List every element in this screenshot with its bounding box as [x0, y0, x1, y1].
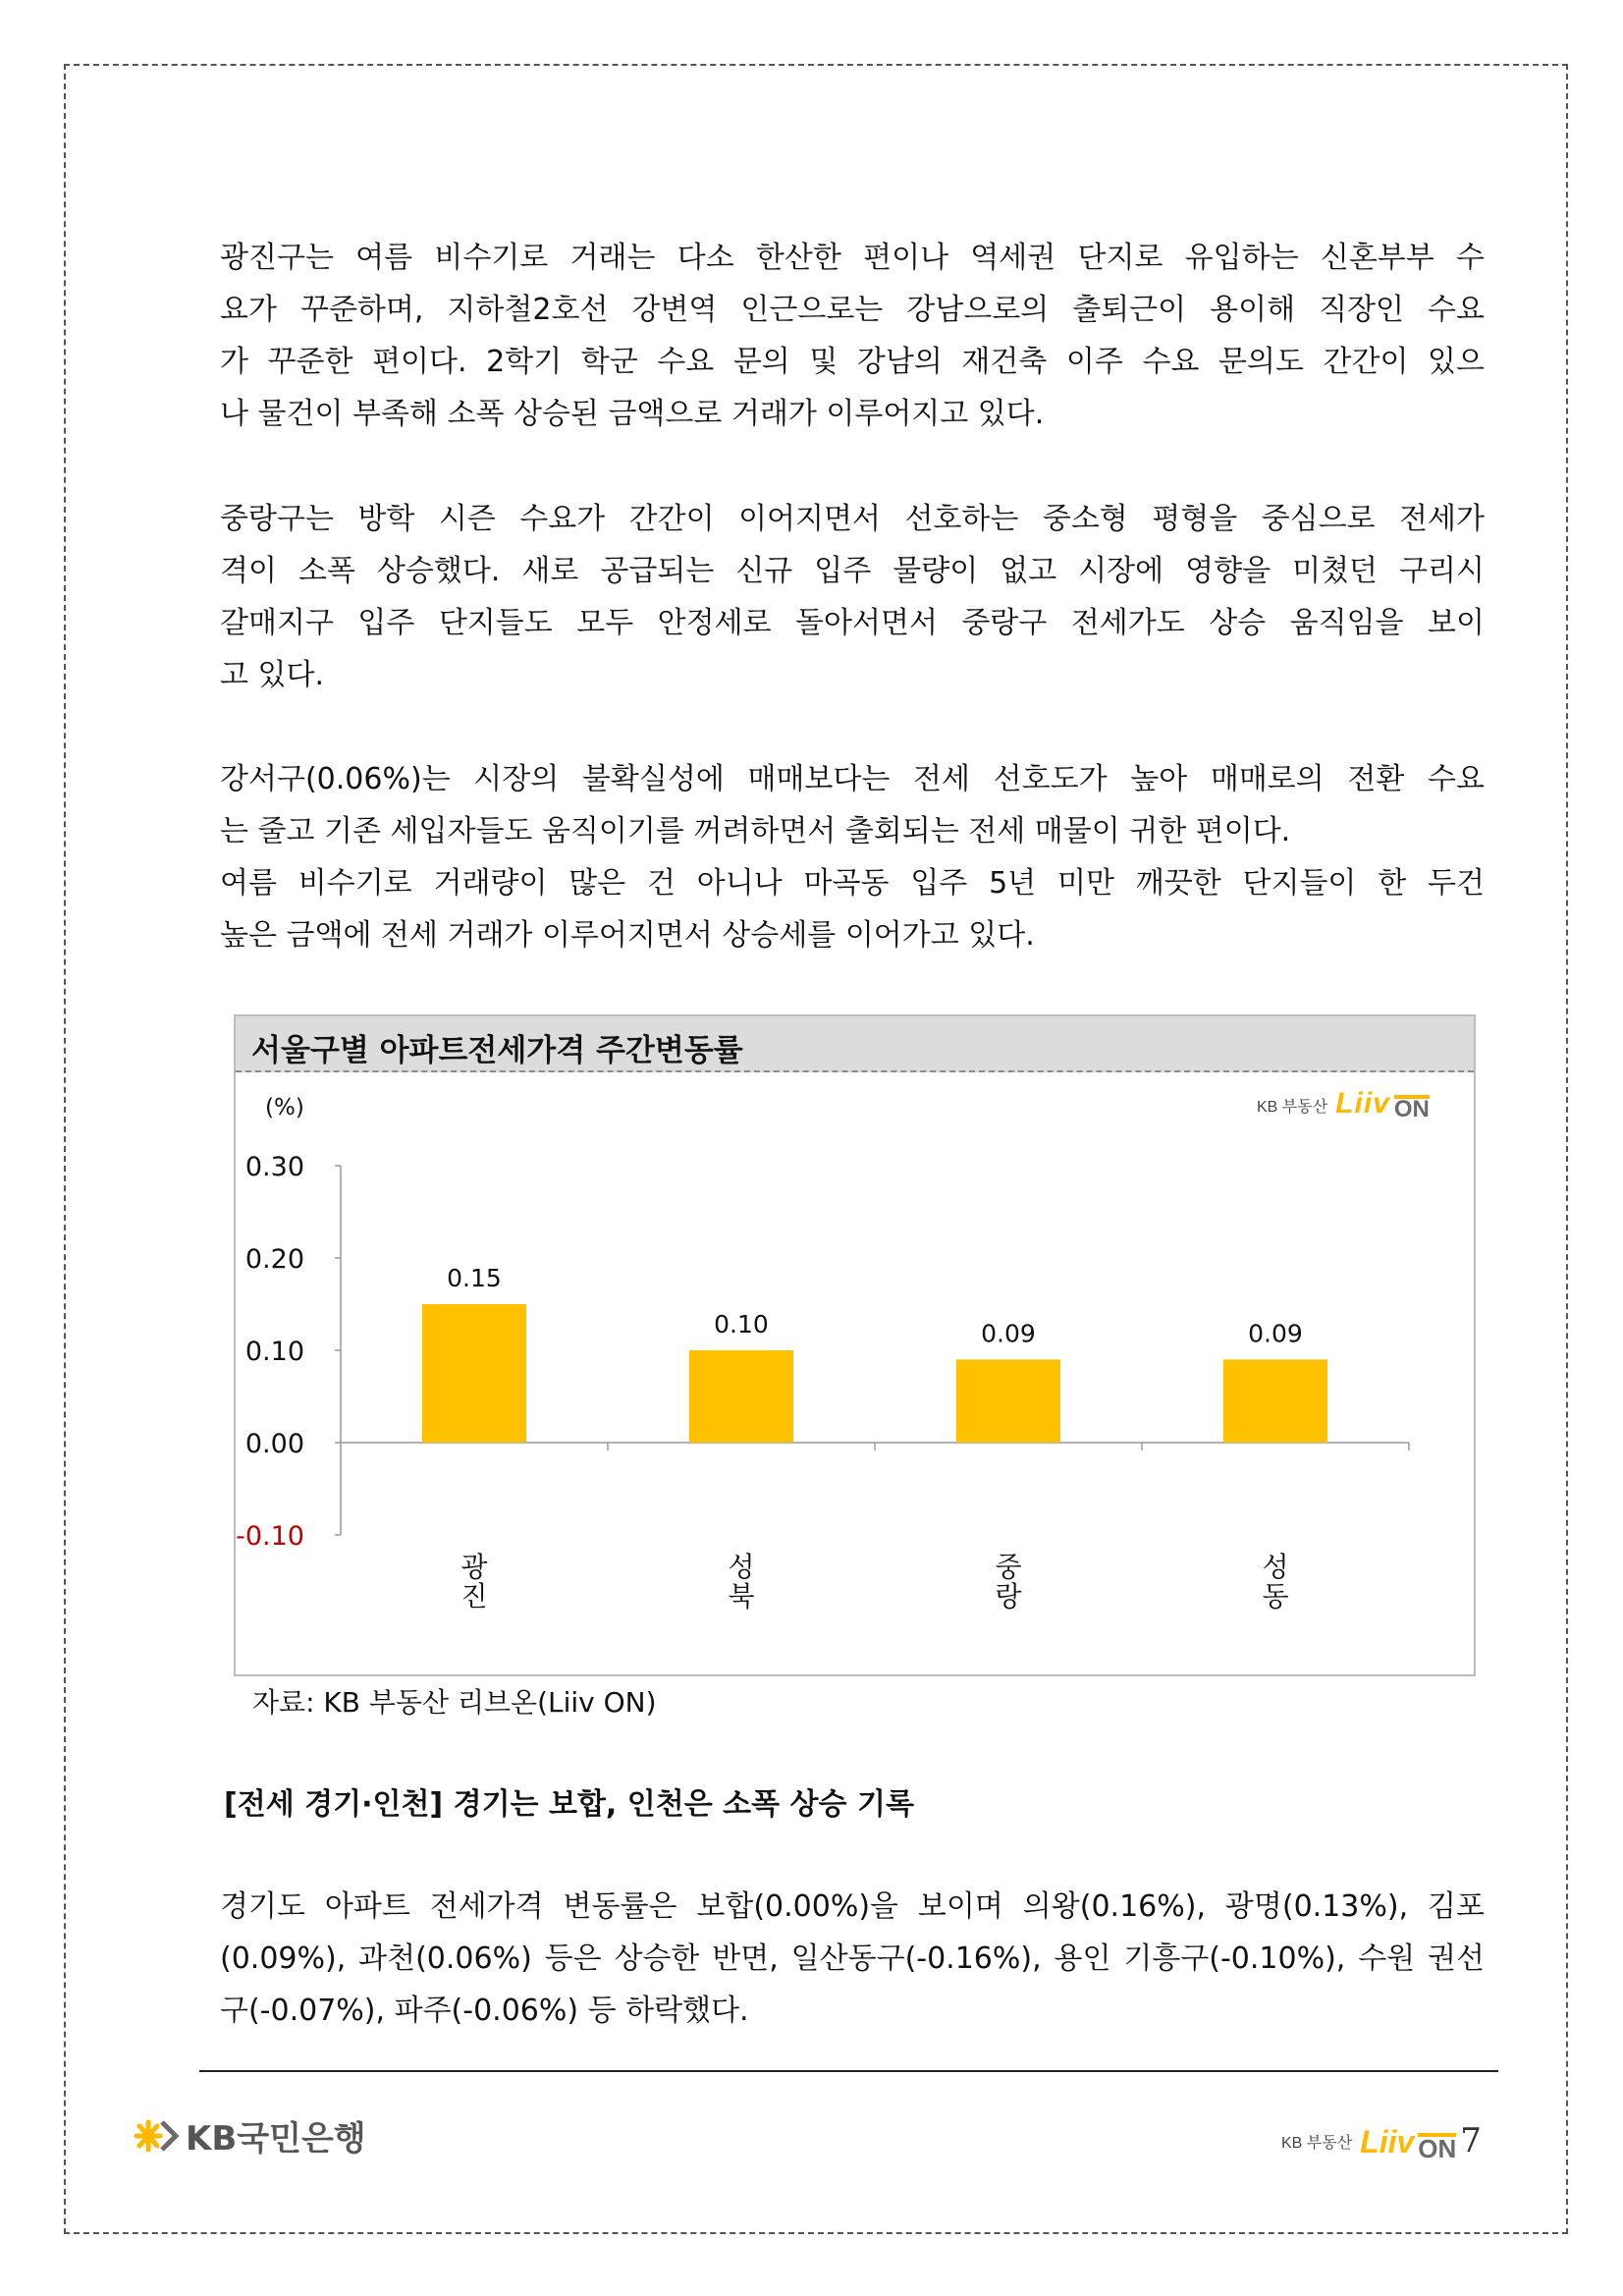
paragraph-gyeonggi: [220, 1881, 1485, 2037]
paragraph-jungnang: [220, 493, 1485, 701]
data-label: 0.09: [981, 1319, 1036, 1348]
text-line: 강서구(0.06%)는 시장의 불확실성에 매매보다는 전세 선호도가 높아 매매로의 전환 수요: [220, 762, 1485, 796]
data-label: 0.10: [714, 1310, 769, 1339]
chart-source: 자료: KB 부동산 리브온(Liiv ON): [252, 1686, 657, 1719]
chart-title: 서울구별 아파트전세가격 주간변동률: [251, 1033, 743, 1068]
text-line: 고 있다.: [220, 658, 325, 692]
category-label: 광 진: [460, 1551, 488, 1613]
data-label: 0.15: [447, 1264, 502, 1292]
y-tick-label: 0.10: [244, 1337, 304, 1367]
section-heading: [전세 경기·인천] 경기는 보합, 인천은 소폭 상승 기록: [224, 1787, 914, 1822]
liiv-text: Liiv: [1335, 1087, 1390, 1120]
liiv-wordmark: [1360, 2124, 1457, 2163]
text-line: 격이 소폭 상승했다. 새로 공급되는 신규 입주 물량이 없고 시장에 영향을 미쳤던 구리시: [220, 554, 1485, 588]
text-line: (0.09%), 과천(0.06%) 등은 상승한 반면, 일산동구(-0.16%), 용인 기흥구(-0.10%), 수원 권선: [220, 1941, 1485, 1976]
category-label: 중 랑: [995, 1551, 1022, 1613]
y-tick-label: 0.20: [244, 1244, 304, 1275]
bar: [1223, 1359, 1327, 1443]
text-line: 요가 꾸준하며, 지하철2호선 강변역 인근으로는 강남으로의 출퇴근이 용이해 직장인 수요: [220, 293, 1485, 327]
text-line: 광진구는 여름 비수기로 거래는 다소 한산한 편이나 역세권 단지로 유입하는 신혼부부 수: [220, 241, 1485, 275]
text-line: 구(-0.07%), 파주(-0.06%) 등 하락했다.: [220, 1994, 749, 2028]
footer-rule: [199, 2070, 1498, 2072]
page-number: 7: [1460, 2121, 1482, 2160]
kb-bank-logo: [131, 2111, 366, 2159]
y-tick-label: -0.10: [236, 1521, 304, 1552]
text-line: 가 꾸준한 편이다. 2학기 학군 수요 문의 및 강남의 재건축 이주 수요 문의도 간간이 있으: [220, 345, 1485, 379]
kb-star-icon: [131, 2116, 180, 2156]
y-tick-label: 0.00: [244, 1429, 304, 1459]
data-label: 0.09: [1248, 1319, 1303, 1348]
text-line: 나 물건이 부족해 소폭 상승된 금액으로 거래가 이루어지고 있다.: [220, 397, 1045, 431]
paragraph-gangseo: [220, 753, 1485, 961]
chart-unit-label: (%): [265, 1095, 304, 1121]
bar: [422, 1304, 526, 1443]
kb-real-estate-label: KB 부동산: [1257, 1099, 1328, 1116]
category-label: 성 북: [728, 1551, 755, 1613]
bar: [689, 1350, 793, 1443]
kb-bank-name: KB국민은행: [186, 2119, 366, 2159]
on-text: ON: [1418, 2134, 1457, 2163]
on-text: ON: [1393, 1096, 1430, 1122]
y-tick-label: 0.30: [244, 1152, 304, 1182]
bar-chart: [236, 1016, 1474, 1674]
text-line: 높은 금액에 전세 거래가 이루어지면서 상승세를 이어가고 있다.: [220, 918, 1035, 953]
paragraph-gwangjin: [220, 232, 1485, 440]
footer-brand: [1281, 2121, 1482, 2163]
text-line: 갈매지구 입주 단지들도 모두 안정세로 돌아서면서 중랑구 전세가도 상승 움직임을 보이: [220, 606, 1485, 640]
category-label: 성 동: [1262, 1551, 1289, 1613]
chart-panel: [234, 1014, 1476, 1676]
liiv-text: Liiv: [1360, 2124, 1415, 2159]
text-line: 여름 비수기로 거래량이 많은 건 아니나 마곡동 입주 5년 미만 깨끗한 단지들이 한 두건: [220, 866, 1485, 901]
text-line: 는 줄고 기존 세입자들도 움직이기를 꺼려하면서 출회되는 전세 매물이 귀한 편이다.: [220, 814, 1291, 848]
bar: [956, 1359, 1060, 1443]
kb-real-estate-label: KB 부동산: [1281, 2135, 1353, 2152]
text-line: 중랑구는 방학 시즌 수요가 간간이 이어지면서 선호하는 중소형 평형을 중심으로 전세가: [220, 502, 1485, 536]
text-line: 경기도 아파트 전세가격 변동률은 보합(0.00%)을 보이며 의왕(0.16%), 광명(0.13%), 김포: [220, 1889, 1485, 1924]
